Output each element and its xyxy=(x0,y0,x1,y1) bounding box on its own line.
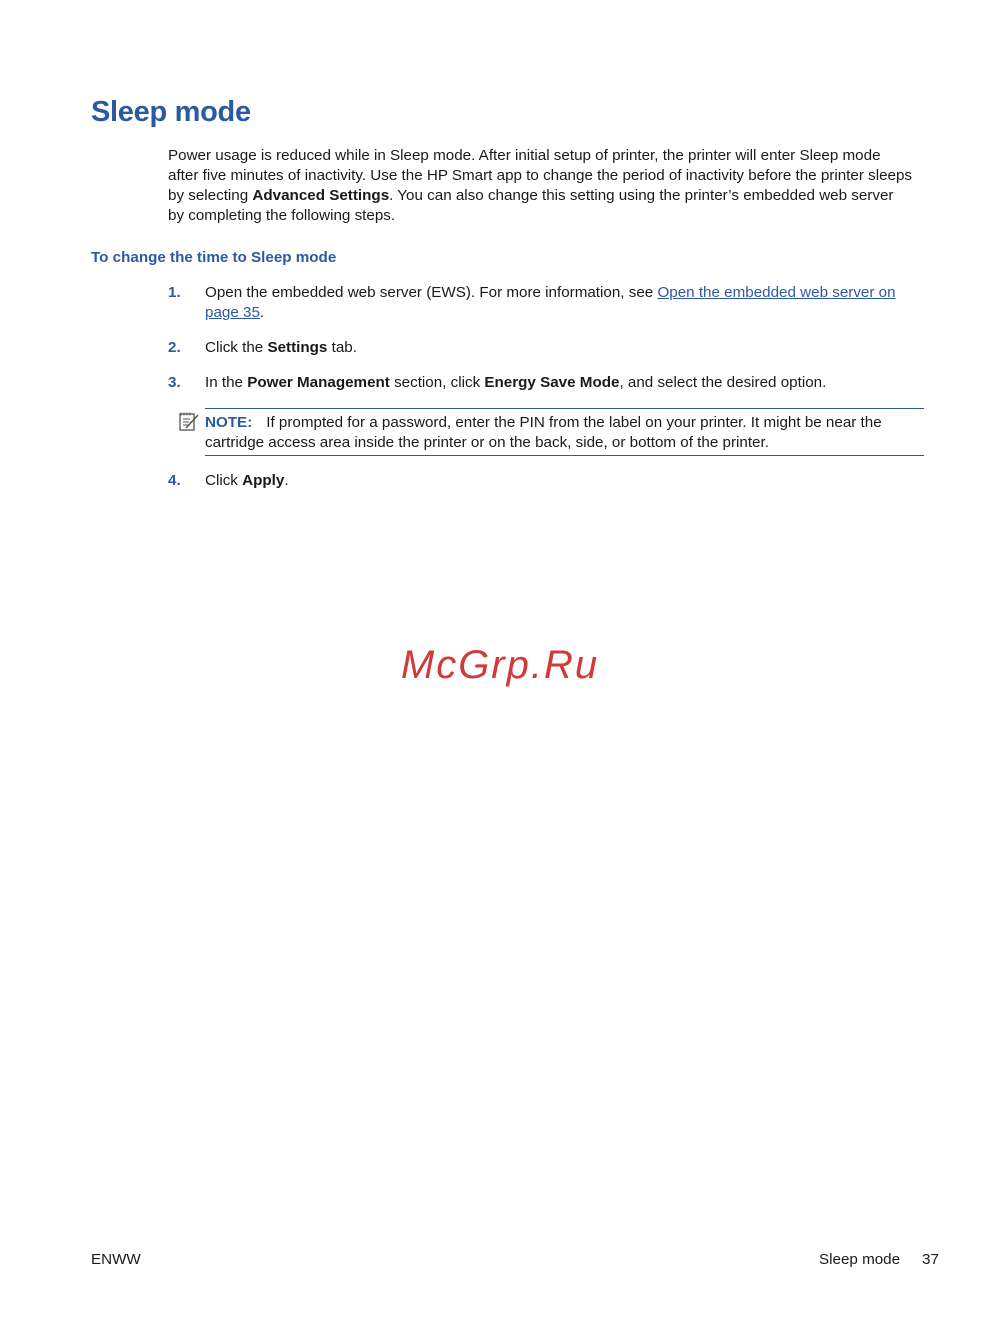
step-bold-apply: Apply xyxy=(242,472,285,489)
intro-text-2: . You can also change this setting using the printer’s embedded web server by completing the following steps. xyxy=(168,187,894,224)
step-body xyxy=(205,283,905,323)
step-text: Click the xyxy=(205,339,268,356)
page-title: Sleep mode xyxy=(91,96,251,128)
intro-text-1: Power usage is reduced while in Sleep mode. After initial setup of printer, the printer will enter Sleep mode after five minutes of inactivity. Use the HP Smart app to change the period of inactivity before the printer sleeps by selecting xyxy=(168,147,913,204)
note-box xyxy=(205,413,920,453)
step-text-end: . xyxy=(259,304,265,321)
ews-link[interactable]: Open the embedded web server on page 35 xyxy=(205,284,896,321)
footer-section-name: Sleep mode xyxy=(819,1251,901,1268)
step-body xyxy=(205,373,905,393)
footer-left-label: ENWW xyxy=(91,1251,141,1268)
note-icon xyxy=(178,411,200,433)
step-bold-energy-save-mode: Energy Save Mode xyxy=(484,374,620,391)
step-text: Open the embedded web server (EWS). For more information, see xyxy=(205,284,658,301)
note-text: If prompted for a password, enter the PIN from the label on your printer. It might be near the cartridge access area inside the printer or on the back, side, or bottom of the printer. xyxy=(205,414,882,451)
step-bold-settings: Settings xyxy=(267,339,328,356)
step-text-end: , and select the desired option. xyxy=(619,374,827,391)
step-text: In the xyxy=(205,374,248,391)
intro-paragraph xyxy=(168,146,913,226)
watermark: McGrp.Ru xyxy=(400,643,600,687)
intro-bold-advanced-settings: Advanced Settings xyxy=(252,187,390,204)
note-top-rule xyxy=(205,408,924,409)
note-bottom-rule xyxy=(205,455,924,456)
section-subheading: To change the time to Sleep mode xyxy=(91,249,337,266)
step-text-middle: section, click xyxy=(389,374,485,391)
step-number: 3. xyxy=(168,374,181,391)
step-number: 1. xyxy=(168,284,181,301)
step-body xyxy=(205,471,905,491)
step-body xyxy=(205,338,905,358)
step-number: 4. xyxy=(168,472,181,489)
step-text-end: tab. xyxy=(327,339,357,356)
step-text: Click xyxy=(205,472,243,489)
step-text-end: . xyxy=(284,472,289,489)
footer-page-number: 37 xyxy=(922,1251,939,1268)
step-bold-power-management: Power Management xyxy=(247,374,390,391)
note-label: NOTE: xyxy=(205,414,253,431)
step-number: 2. xyxy=(168,339,181,356)
